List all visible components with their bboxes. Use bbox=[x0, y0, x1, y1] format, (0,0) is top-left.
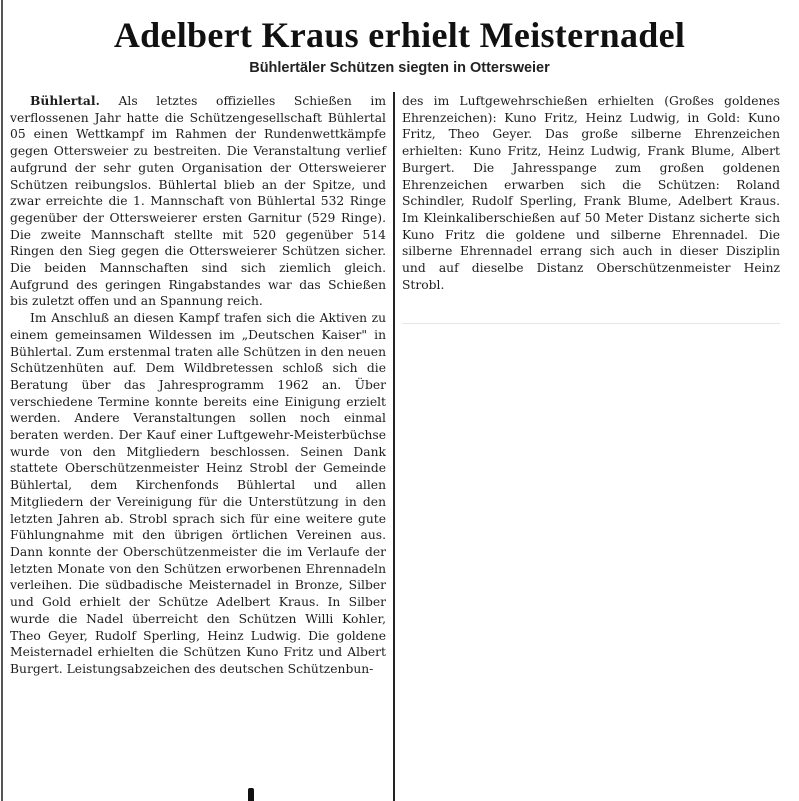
paragraph bbox=[10, 93, 386, 310]
column-divider bbox=[393, 92, 395, 801]
article-headline: Adelbert Kraus erhielt Meisternadel bbox=[113, 15, 686, 55]
paragraph: Im Anschluß an diesen Kampf trafen sich die Aktiven zu einem gemeinsamen Wildessen im „Deutschen Kaiser" in Bühlertal. Zum erstenmal traten alle Schützen in den neuen Schützenhüten auf. Dem Wildbretessen schloß sich die Beratung über das Jahresprogramm 1962 an. Über verschiedene Termine konnte bereits eine Einigung erzielt werden. Andere Veranstaltungen sollen noch einmal beraten werden. Der Kauf einer Luftgewehr-Meisterbüchse wurde von den Mitgliedern beschlossen. Seinen Dank stattete Oberschützenmeister Heinz Strobl der Gemeinde Bühlertal, dem Kirchenfonds Bühlertal und allen Mitgliedern der Vereinigung für die Unterstützung in den letzten Jahren ab. Strobl sprach sich für eine weitere gute Fühlungnahme mit den übrigen örtlichen Vereinen aus. Dann konnte der Oberschützenmeister die im Verlaufe der letzten Monate von den Schützen erworbenen Ehrennadeln verleihen. Die südbadische Meisternadel in Bronze, Silber und Gold erhielt der Schütze Adelbert Kraus. In Silber wurde die Nadel überreicht den Schützen Willi Kohler, Theo Geyer, Rudolf Sperling, Heinz Ludwig. Die goldene Meisternadel erhielten die Schützen Kuno Fritz und Albert Burgert. Leistungsabzeichen des deutschen Schützenbun- bbox=[10, 311, 386, 676]
left-column bbox=[10, 93, 386, 678]
scan-edge-line bbox=[1, 0, 3, 801]
dateline: Bühlertal. bbox=[30, 93, 100, 108]
paragraph: des im Luftgewehrschießen erhielten (Großes goldenes Ehrenzeichen): Kuno Fritz, Heinz Ludwig, in Gold: Kuno Fritz, Theo Geyer. Das große silberne Ehrenzeichen erhielten: Kuno Fritz, Heinz Ludwig, Frank Blume, Albert Burgert. Die Jahresspange zum großen goldenen Ehrenzeichen erwarben sich die Schützen: Roland Schindler, Rudolf Sperling, Frank Blume, Adelbert Kraus. Im Kleinkaliberschießen auf 50 Meter Distanz sicherte sich Kuno Fritz die goldene und silberne Ehrennadel. Die silberne Ehrennadel errang sich auch in dieser Disziplin und auf dieselbe Distanz Oberschützenmeister Heinz Strobl. bbox=[402, 94, 780, 292]
article-subheadline: Bühlertäler Schützen siegten in Ottersweier bbox=[249, 60, 550, 76]
right-column bbox=[402, 93, 780, 293]
article-end-rule bbox=[402, 323, 780, 324]
paragraph-text: Als letztes offizielles Schießen im verflossenen Jahr hatte die Schützengesellschaft Bühlertal 05 einen Wettkampf im Rahmen der Rundenwettkämpfe gegen Ottersweier zu bestreiten. Die Veranstaltung verlief aufgrund der sehr guten Organisation der Ottersweierer Schützen reibungslos. Bühlertal blieb an der Spitze, und zwar erreichte die 1. Mannschaft von Bühlertal 532 Ringe gegenüber der Ottersweierer ersten Garnitur (529 Ringe). Die zweite Mannschaft stellte mit 520 gegenüber 514 Ringen den Sieg gegen die Ottersweierer Schützen sicher. Die beiden Mannschaften sind sich ziemlich gleich. Aufgrund des geringen Ringabstandes war das Schießen bis zuletzt offen und an Spannung reich. bbox=[10, 94, 386, 309]
scan-artifact-mark bbox=[248, 788, 254, 801]
